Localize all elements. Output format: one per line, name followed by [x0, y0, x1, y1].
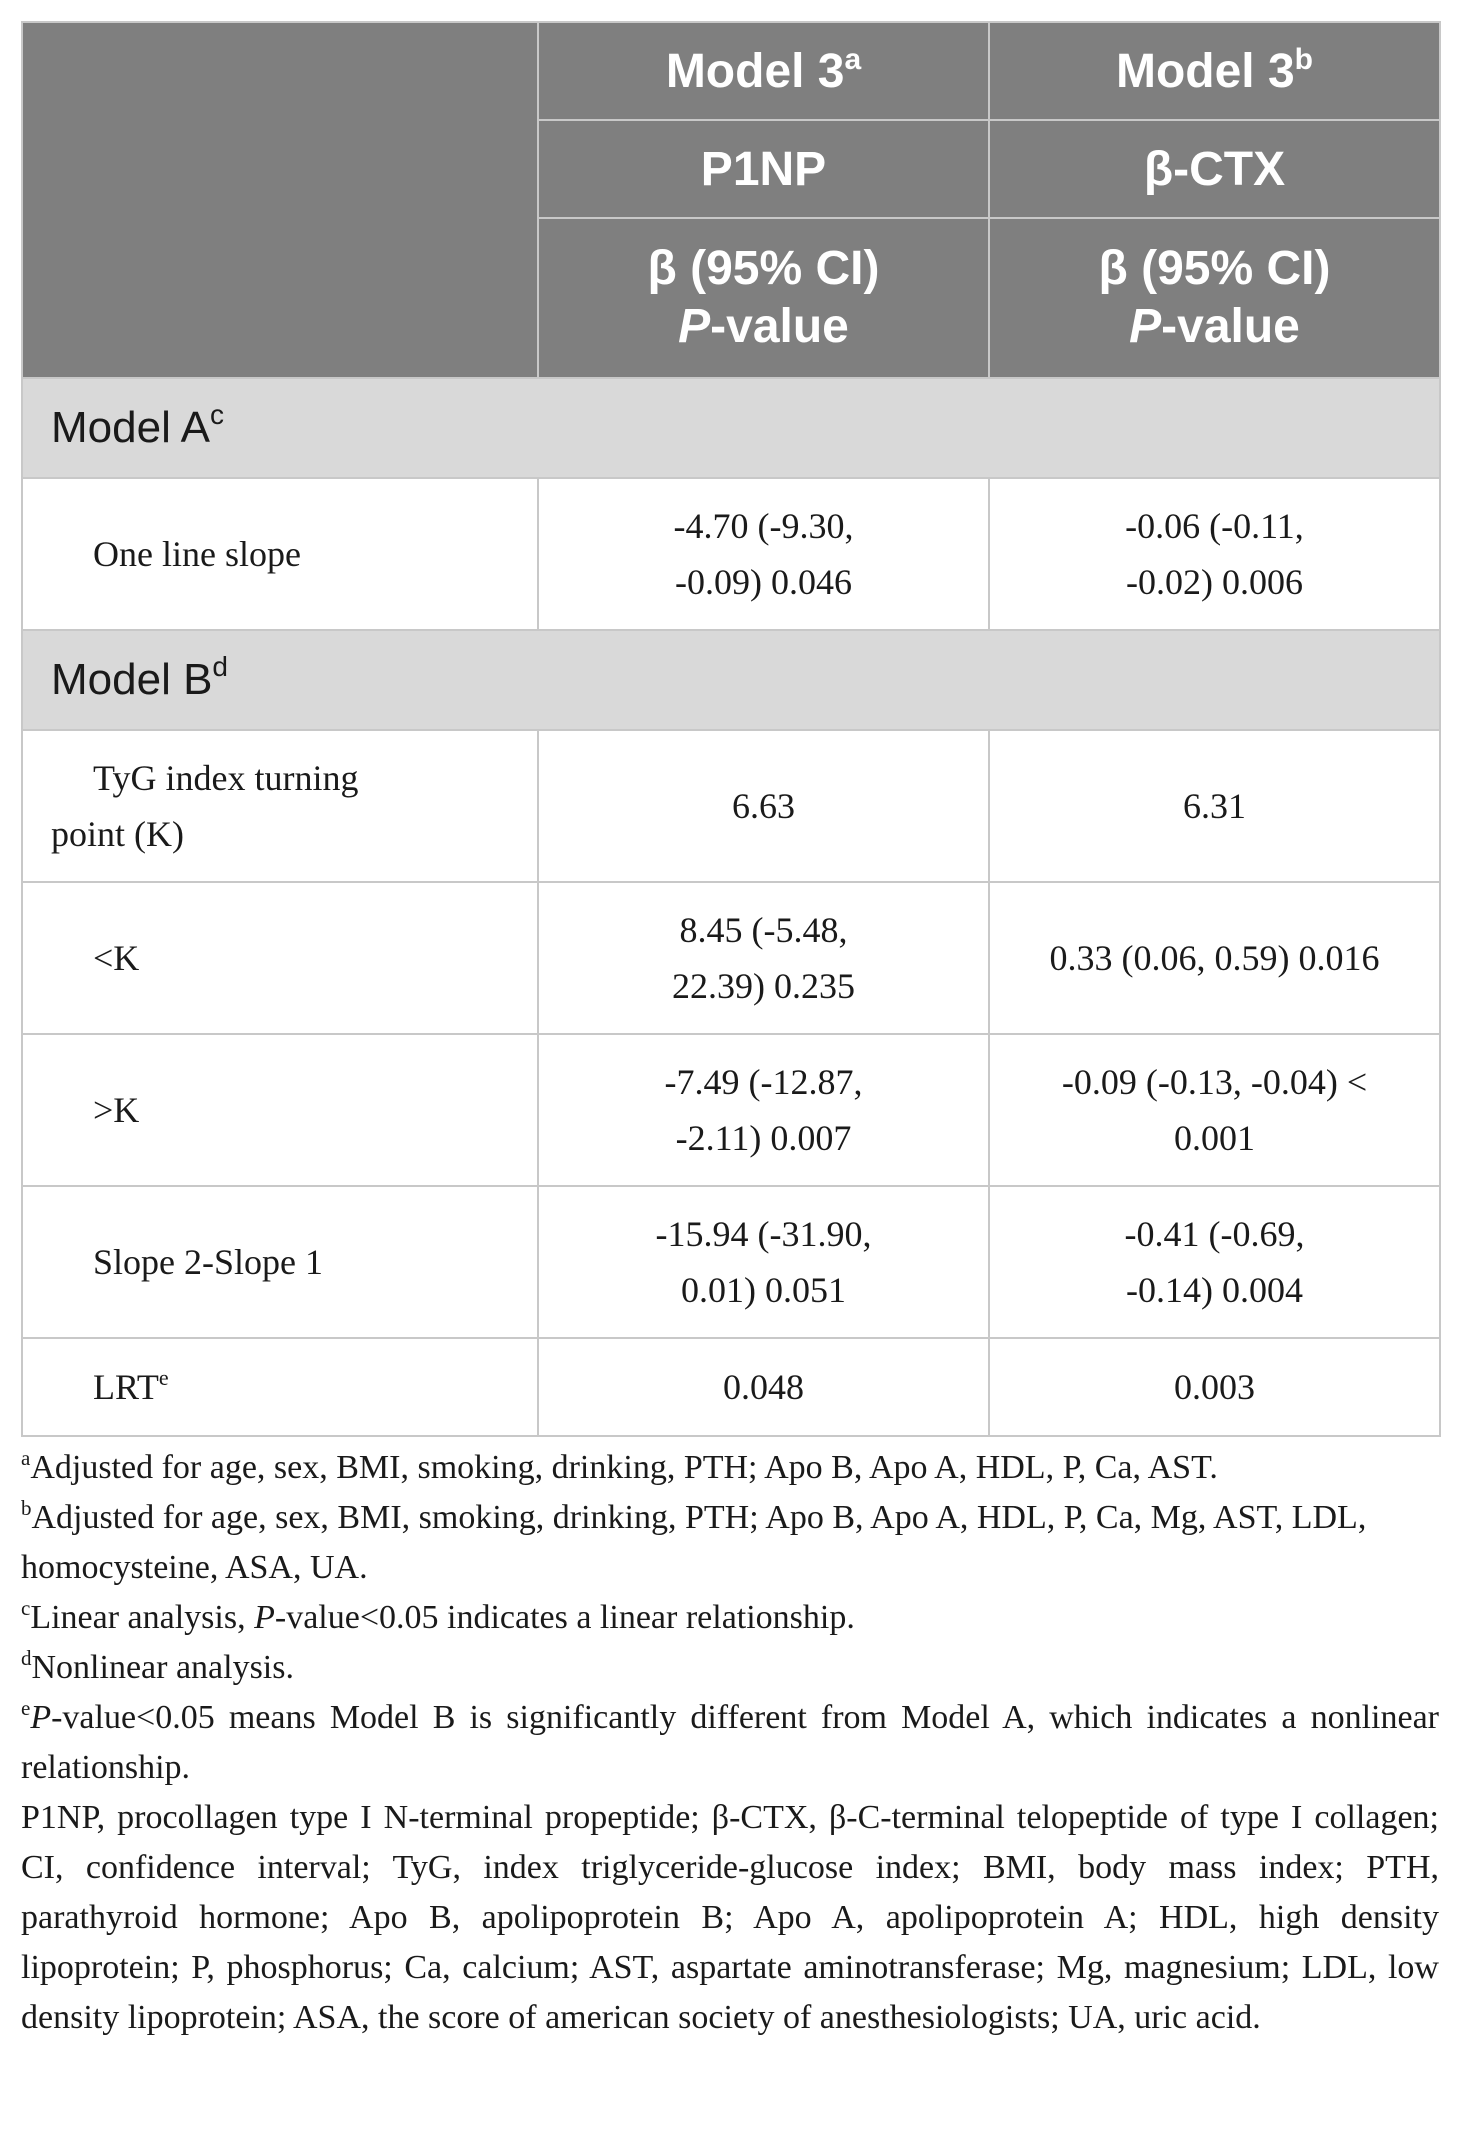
- cell-p1np: 0.048: [538, 1338, 989, 1436]
- section-model-b: [22, 630, 1440, 730]
- header-stat-col3: β (95% CI) P-value: [989, 218, 1440, 378]
- section-label: Model $B^d$: [22, 630, 1440, 730]
- row-label: One line slope: [22, 478, 538, 630]
- cell-bctx: 0.003: [989, 1338, 1440, 1436]
- results-table-container: [21, 21, 1439, 1437]
- header-model-col2: Model 3$^a$: [538, 22, 989, 120]
- footnote-b: $^b$Adjusted for age, sex, BMI, smoking, drinking, PTH; Apo B, Apo A, HDL, P, Ca, Mg, AST, LDL, homocysteine, ASA, UA.: [21, 1496, 1367, 1586]
- header-marker-p1np: P1NP: [538, 120, 989, 218]
- footnote-a: $^a$Adjusted for age, sex, BMI, smoking, drinking, PTH; Apo B, Apo A, HDL, P, Ca, AST.: [21, 1446, 1218, 1486]
- cell-bctx: -0.06 (-0.11, -0.02) 0.006: [989, 478, 1440, 630]
- cell-bctx: 0.33 (0.06, 0.59) 0.016: [989, 882, 1440, 1034]
- header-blank-cell: [22, 22, 538, 378]
- cell-p1np: -7.49 (-12.87, -2.11) 0.007: [538, 1034, 989, 1186]
- section-label: Model $A^c$: [22, 378, 1440, 478]
- header-model-col3: Model 3$^b$: [989, 22, 1440, 120]
- footnote-e: $^e$P-value<0.05 means Model B is significantly different from Model A, which indicates a nonlinear relationship.: [21, 1696, 1439, 1786]
- section-model-a: [22, 378, 1440, 478]
- table-row: [22, 730, 1440, 882]
- cell-bctx: 6.31: [989, 730, 1440, 882]
- row-label: <K: [22, 882, 538, 1034]
- table-footnotes: [21, 1443, 1439, 2043]
- table-row: [22, 1034, 1440, 1186]
- table-row: [22, 1186, 1440, 1338]
- footnote-c: $^c$Linear analysis, P-value<0.05 indicates a linear relationship.: [21, 1596, 855, 1636]
- cell-p1np: 6.63: [538, 730, 989, 882]
- table-header: [22, 22, 1440, 378]
- row-label: TyG index turning point (K): [22, 730, 538, 882]
- cell-bctx: -0.09 (-0.13, -0.04) < 0.001: [989, 1034, 1440, 1186]
- cell-p1np: -15.94 (-31.90, 0.01) 0.051: [538, 1186, 989, 1338]
- results-table: [21, 21, 1441, 1437]
- footnote-d: $^d$Nonlinear analysis.: [21, 1646, 294, 1686]
- row-label: >K: [22, 1034, 538, 1186]
- cell-p1np: 8.45 (-5.48, 22.39) 0.235: [538, 882, 989, 1034]
- cell-bctx: -0.41 (-0.69, -0.14) 0.004: [989, 1186, 1440, 1338]
- cell-p1np: -4.70 (-9.30, -0.09) 0.046: [538, 478, 989, 630]
- table-row: [22, 1338, 1440, 1436]
- footnote-abbreviations: P1NP, procollagen type I N-terminal propeptide; β-CTX, β-C-terminal telopeptide of type I collagen; CI, confidence interval; TyG, index triglyceride-glucose index; BMI, body mass index; PTH, parathyroid hormone; Apo B, apolipoprotein B; Apo A, apolipoprotein A; HDL, high density lipoprotein; P, phosphorus; Ca, calcium; AST, aspartate aminotransferase; Mg, magnesium; LDL, low density lipoprotein; ASA, the score of american society of anesthesiologists; UA, uric acid.: [21, 1799, 1439, 2036]
- row-label: Slope 2-Slope 1: [22, 1186, 538, 1338]
- table-row: [22, 882, 1440, 1034]
- header-stat-col2: β (95% CI) P-value: [538, 218, 989, 378]
- row-label: LRT$^e$: [22, 1338, 538, 1436]
- table-row: [22, 478, 1440, 630]
- header-marker-bctx: β-CTX: [989, 120, 1440, 218]
